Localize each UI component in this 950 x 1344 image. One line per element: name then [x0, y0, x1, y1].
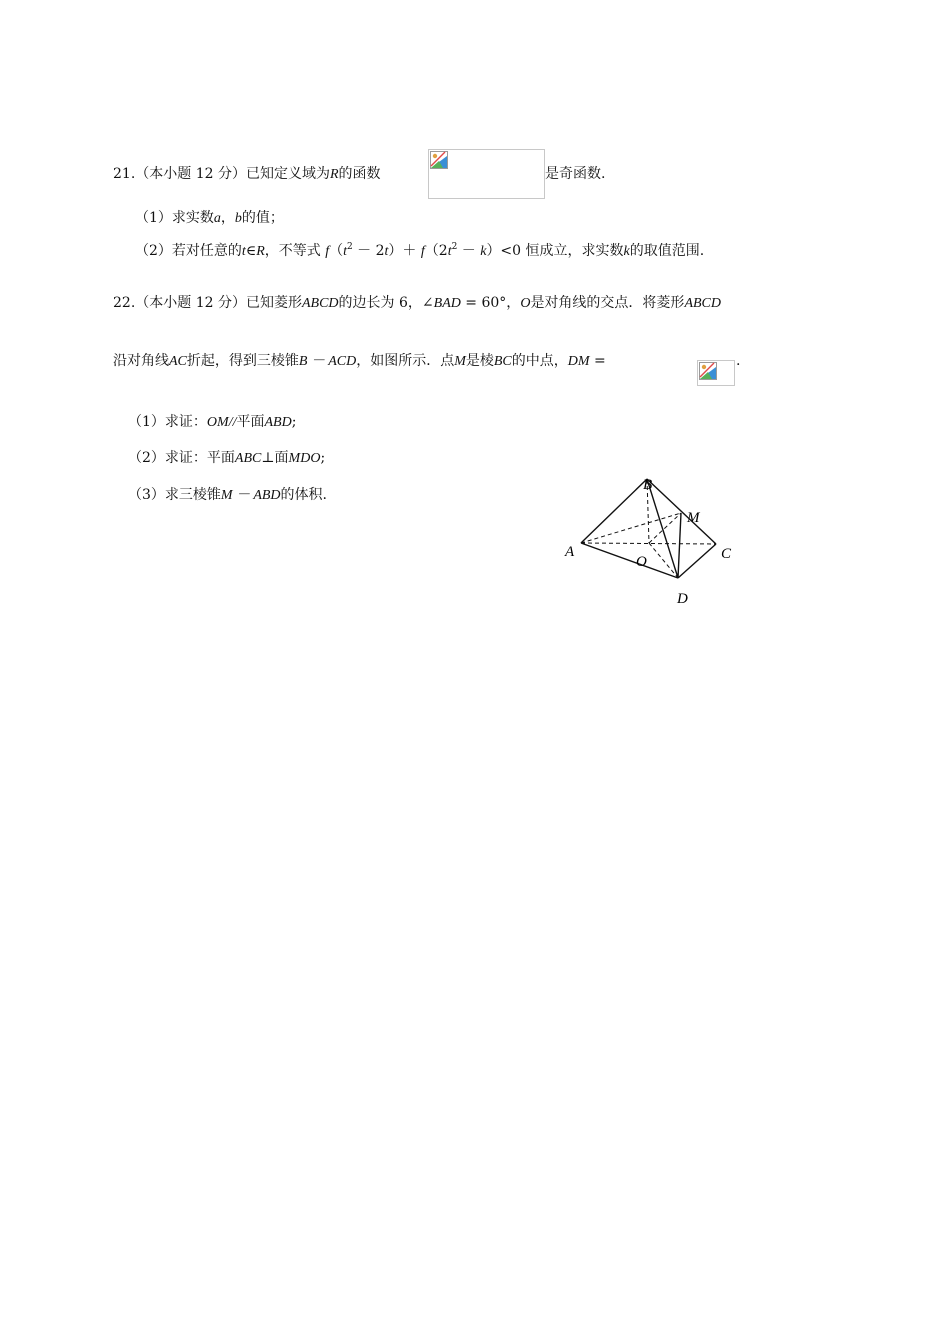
semicolon: ;: [291, 414, 297, 430]
pyramid-M-ABD: M － ABD: [220, 488, 281, 503]
semicolon: ;: [320, 450, 326, 466]
plane-ABC: ABC: [234, 451, 262, 466]
broken-image-icon: [430, 151, 448, 169]
q21-header: （本小题 12 分）已知定义域为: [135, 166, 330, 182]
q22-l2-d: 是棱: [465, 353, 494, 369]
q21-p2-end: 的取值范围.: [629, 243, 705, 259]
pyramid-figure: [555, 470, 755, 615]
q22-l2-b: 折起，得到三棱锥: [186, 353, 299, 369]
q21-p1-tail: 的值；: [241, 210, 284, 226]
q21-part2: [135, 237, 704, 262]
paren-plus: ）＋: [388, 243, 417, 259]
plane-MDO: MDO: [288, 451, 321, 466]
func-f: f: [325, 244, 330, 259]
plane-ABD: ABD: [264, 415, 292, 430]
q22-part3: [128, 485, 327, 506]
om-parallel: OM//: [206, 415, 237, 430]
q21-line1-tail: [545, 164, 605, 184]
q21-part1: [135, 208, 284, 229]
q22-header: （本小题 12 分）已知菱形: [135, 295, 302, 311]
angle-name: BAD: [433, 296, 461, 311]
period: .: [736, 353, 741, 369]
var-t: t: [447, 244, 452, 259]
q21-p2-tail: ）<0 恒成立，求实数: [486, 243, 624, 259]
q22-line2-end: [736, 351, 740, 371]
q22-p1-label: （1）求证：: [128, 414, 207, 430]
q22-part1: [128, 412, 296, 433]
var-k: k: [480, 244, 487, 259]
q21-header-b: 的函数: [338, 166, 381, 182]
q21-domain-symbol: R: [329, 167, 339, 182]
q21-line1: [113, 164, 381, 185]
q21-odd-function-text: 是奇函数.: [545, 166, 606, 182]
q22-dm-value-image: [697, 360, 735, 386]
plane-text: 平面: [236, 414, 265, 430]
minus-term: － 2: [352, 243, 385, 259]
var-t: t: [241, 244, 246, 259]
q21-p2-label: （2）若对任意的: [135, 243, 242, 259]
in-symbol: ∈: [245, 243, 257, 259]
label-C: C: [721, 546, 732, 562]
point-M: M: [454, 354, 466, 369]
minus: －: [457, 243, 481, 259]
pyramid-name: B － ACD: [298, 354, 357, 369]
q22-number: 22.: [113, 295, 136, 311]
q21-p2-mid: ，不等式: [264, 243, 321, 259]
edge-AC-hidden: [581, 543, 716, 544]
edge-AB: [581, 479, 647, 543]
var-a: a: [213, 211, 221, 226]
label-D: D: [677, 591, 688, 607]
broken-image-icon: [699, 362, 717, 380]
q22-part2: [128, 448, 325, 469]
label-M: M: [687, 510, 700, 526]
q22-line1: [113, 293, 721, 314]
edge-CD: [678, 544, 716, 578]
var-b: b: [234, 211, 242, 226]
q21-formula-image: [428, 149, 545, 199]
q22-l2-a: 沿对角线: [113, 353, 169, 369]
func-f: f: [420, 244, 425, 259]
q22-header-d: 是对角线的交点．将菱形: [530, 295, 685, 311]
q22-l2-c: ，如图所示．点: [356, 353, 455, 369]
label-O: O: [636, 554, 647, 570]
rhombus-name: ABCD: [684, 296, 721, 311]
point-O: O: [520, 296, 531, 311]
label-A: A: [565, 544, 575, 560]
edge-BC: BC: [493, 354, 512, 369]
q21-p1-label: （1）求实数: [135, 210, 214, 226]
q22-header-b: 的边长为 6，∠: [338, 295, 434, 311]
segment-AC: AC: [169, 354, 187, 369]
var-t: t: [343, 244, 347, 259]
q22-l2-e: 的中点，: [511, 353, 568, 369]
comma: ，: [220, 210, 235, 226]
exponent: 2: [346, 242, 353, 252]
segment-MD: [678, 513, 681, 578]
rhombus-name: ABCD: [301, 296, 339, 311]
paren: （: [329, 243, 344, 259]
q21-number: 21.: [113, 166, 136, 182]
paren-2: （2: [424, 243, 448, 259]
q22-p2-label: （2）求证：平面: [128, 450, 235, 466]
angle-value: = 60°，: [460, 295, 521, 311]
perp-text: ⊥面: [261, 450, 289, 466]
label-B: B: [643, 477, 653, 493]
q22-line2: [113, 351, 606, 372]
var-k: k: [623, 244, 630, 259]
var-t: t: [384, 244, 389, 259]
equals: =: [589, 353, 606, 369]
q22-p3-label: （3）求三棱锥: [128, 487, 221, 503]
q22-p3-end: 的体积.: [280, 487, 327, 503]
segment-DM: DM: [567, 354, 590, 369]
set-R: R: [256, 244, 265, 259]
exponent: 2: [451, 242, 458, 252]
